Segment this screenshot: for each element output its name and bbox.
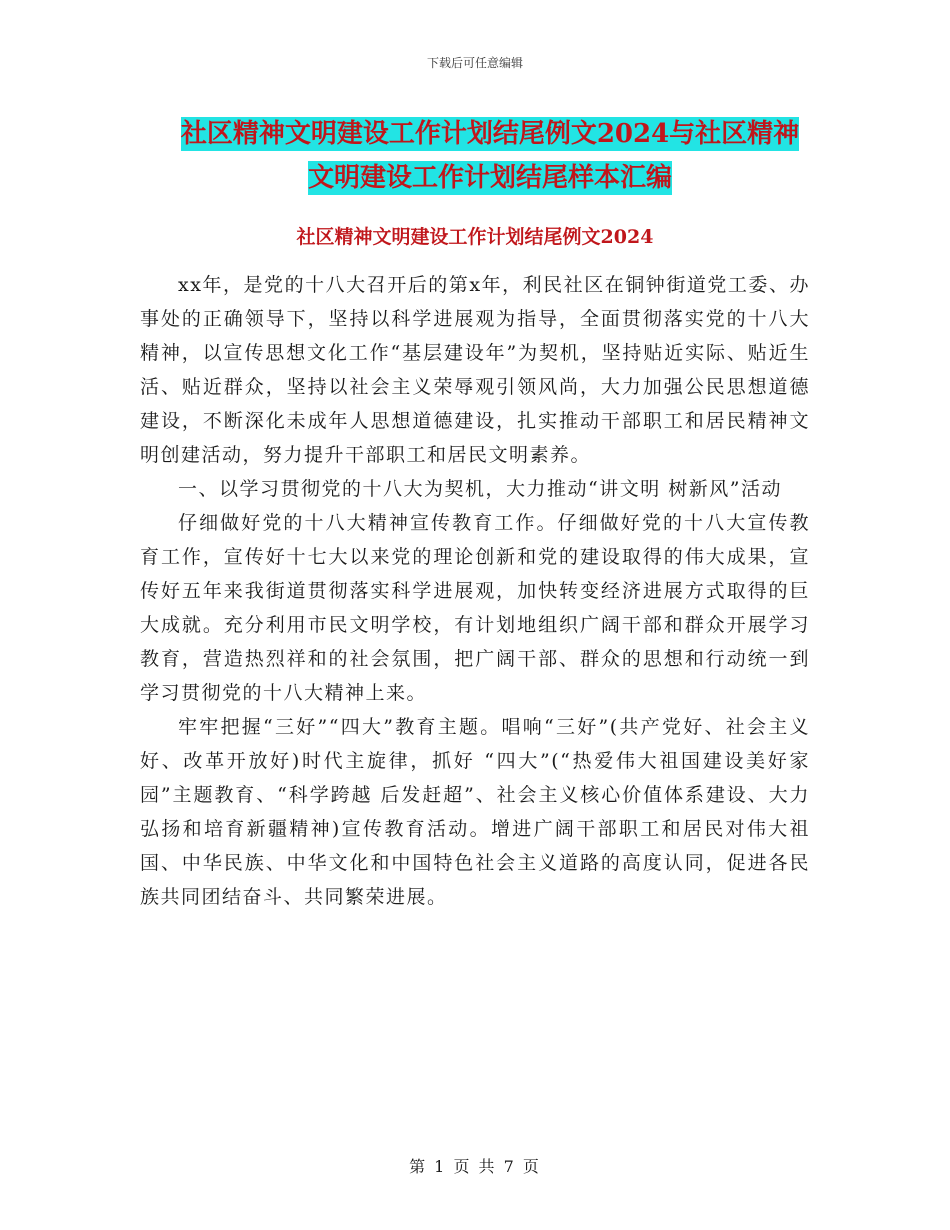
paragraph-propaganda: 仔细做好党的十八大精神宣传教育工作。仔细做好党的十八大宣传教育工作，宣传好十七大以来党的理论创新和党的建设取得的伟大成果，宣传好五年来我街道贯彻落实科学进展观，加快转变经济进展方式取得的巨大成就。充分利用市民文明学校，有计划地组织广阔干部和群众开展学习教育，营造热烈祥和的社会氛围，把广阔干部、群众的思想和行动统一到学习贯彻党的十八大精神上来。 (140, 512, 810, 704)
paragraph-education-theme: 牢牢把握“三好”“四大”教育主题。唱响“三好”(共产党好、社会主义好、改革开放好)时代主旋律，抓好 “四大”(“热爱伟大祖国建设美好家园”主题教育、“科学跨越 后发赶超”、社会主义核心价值体系建设、大力弘扬和培育新疆精神)宣传教育活动。增进广阔干部职工和居民对伟大祖国、中华民族、中华文化和中国特色社会主义道路的高度认同，促进各民族共同团结奋斗、共同繁荣进展。 (140, 716, 810, 908)
section-title: 社区精神文明建设工作计划结尾例文2024 (296, 226, 654, 248)
body-text (140, 268, 810, 914)
paragraph-heading-1: 一、以学习贯彻党的十八大为契机，大力推动“讲文明 树新风”活动 (178, 478, 782, 500)
paragraph-intro: xx年，是党的十八大召开后的第x年，利民社区在铜钟街道党工委、办事处的正确领导下，坚持以科学进展观为指导，全面贯彻落实党的十八大精神，以宣传思想文化工作“基层建设年”为契机，坚持贴近实际、贴近生活、贴近群众，坚持以社会主义荣辱观引领风尚，大力加强公民思想道德建设，不断深化未成年人思想道德建设，扎实推动干部职工和居民精神文明创建活动，努力提升干部职工和居民文明素养。 (140, 274, 810, 466)
document-title-line-1: 社区精神文明建设工作计划结尾例文2024与社区精神 (180, 119, 800, 149)
header-note: 下载后可任意编辑 (426, 56, 523, 70)
page-footer: 第 1 页 共 7 页 (409, 1157, 541, 1176)
document-title (140, 112, 840, 200)
document-title-line-2: 文明建设工作计划结尾样本汇编 (307, 163, 672, 193)
